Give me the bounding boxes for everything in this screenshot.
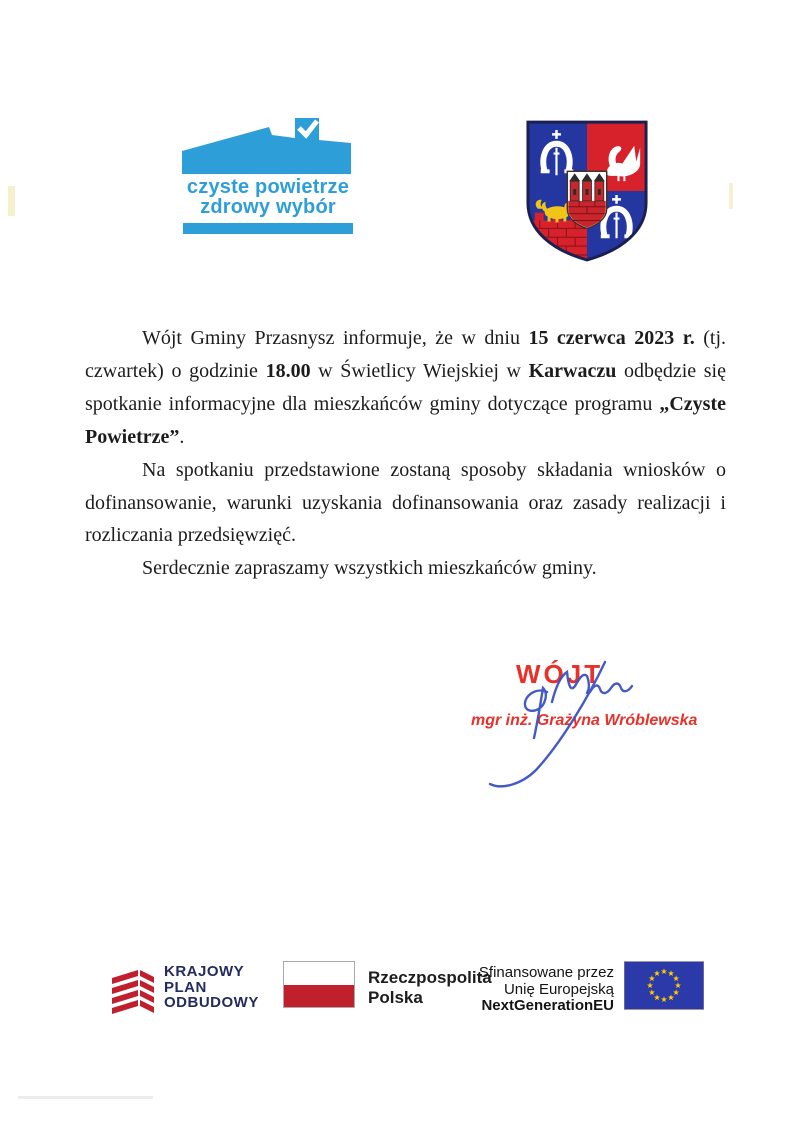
footer-logos — [0, 955, 800, 1025]
handwritten-signature — [440, 630, 720, 800]
cp-logo-bar — [183, 223, 353, 234]
scan-artifact-right — [729, 183, 733, 209]
czyste-powietrze-logo — [181, 117, 355, 234]
poland-wordmark: Rzeczpospolita Polska — [368, 968, 492, 1007]
scan-artifact-bottom — [18, 1096, 153, 1099]
eu-flag — [624, 961, 704, 1010]
cp-logo-line1: czyste powietrze — [186, 176, 350, 198]
wojt-stamp-name: mgr inż. Grażyna Wróblewska — [471, 712, 698, 729]
przasnysz-coat-of-arms — [524, 118, 650, 269]
paragraph-invitation: Serdecznie zapraszamy wszystkich mieszkańców gminy. — [142, 557, 597, 580]
eu-funding-text: Sfinansowane przez Unię Europejską NextGenerationEU — [478, 964, 614, 1014]
letter-body — [85, 322, 726, 585]
house-checkmark-icon — [182, 117, 354, 175]
scan-artifact-left — [8, 186, 15, 216]
cp-logo-line2: zdrowy wybór — [200, 196, 336, 218]
poland-flag — [283, 961, 355, 1008]
wojt-stamp-title: WÓJT — [516, 659, 604, 689]
paragraph-details: Na spotkaniu przedstawione zostaną sposoby składania wniosków o dofinansowanie, warunki uzyskania dofinansowania oraz zasady realizacji i rozliczania przedsięwzięć. — [85, 458, 726, 547]
kpo-building-icon — [110, 962, 158, 1018]
paragraph-announcement: Wójt Gminy Przasnysz informuje, że w dniu 15 czerwca 2023 r. (tj. czwartek) o godzinie 18.00 w Świetlicy Wiejskiej w Karwaczu odbędzie się spotkanie informacyjne dla mieszkańców gminy dotyczące programu „Czyste Powietrze”. — [85, 327, 726, 448]
town-escutcheon — [567, 171, 606, 228]
kpo-wordmark: KRAJOWY PLAN ODBUDOWY — [164, 963, 259, 1011]
